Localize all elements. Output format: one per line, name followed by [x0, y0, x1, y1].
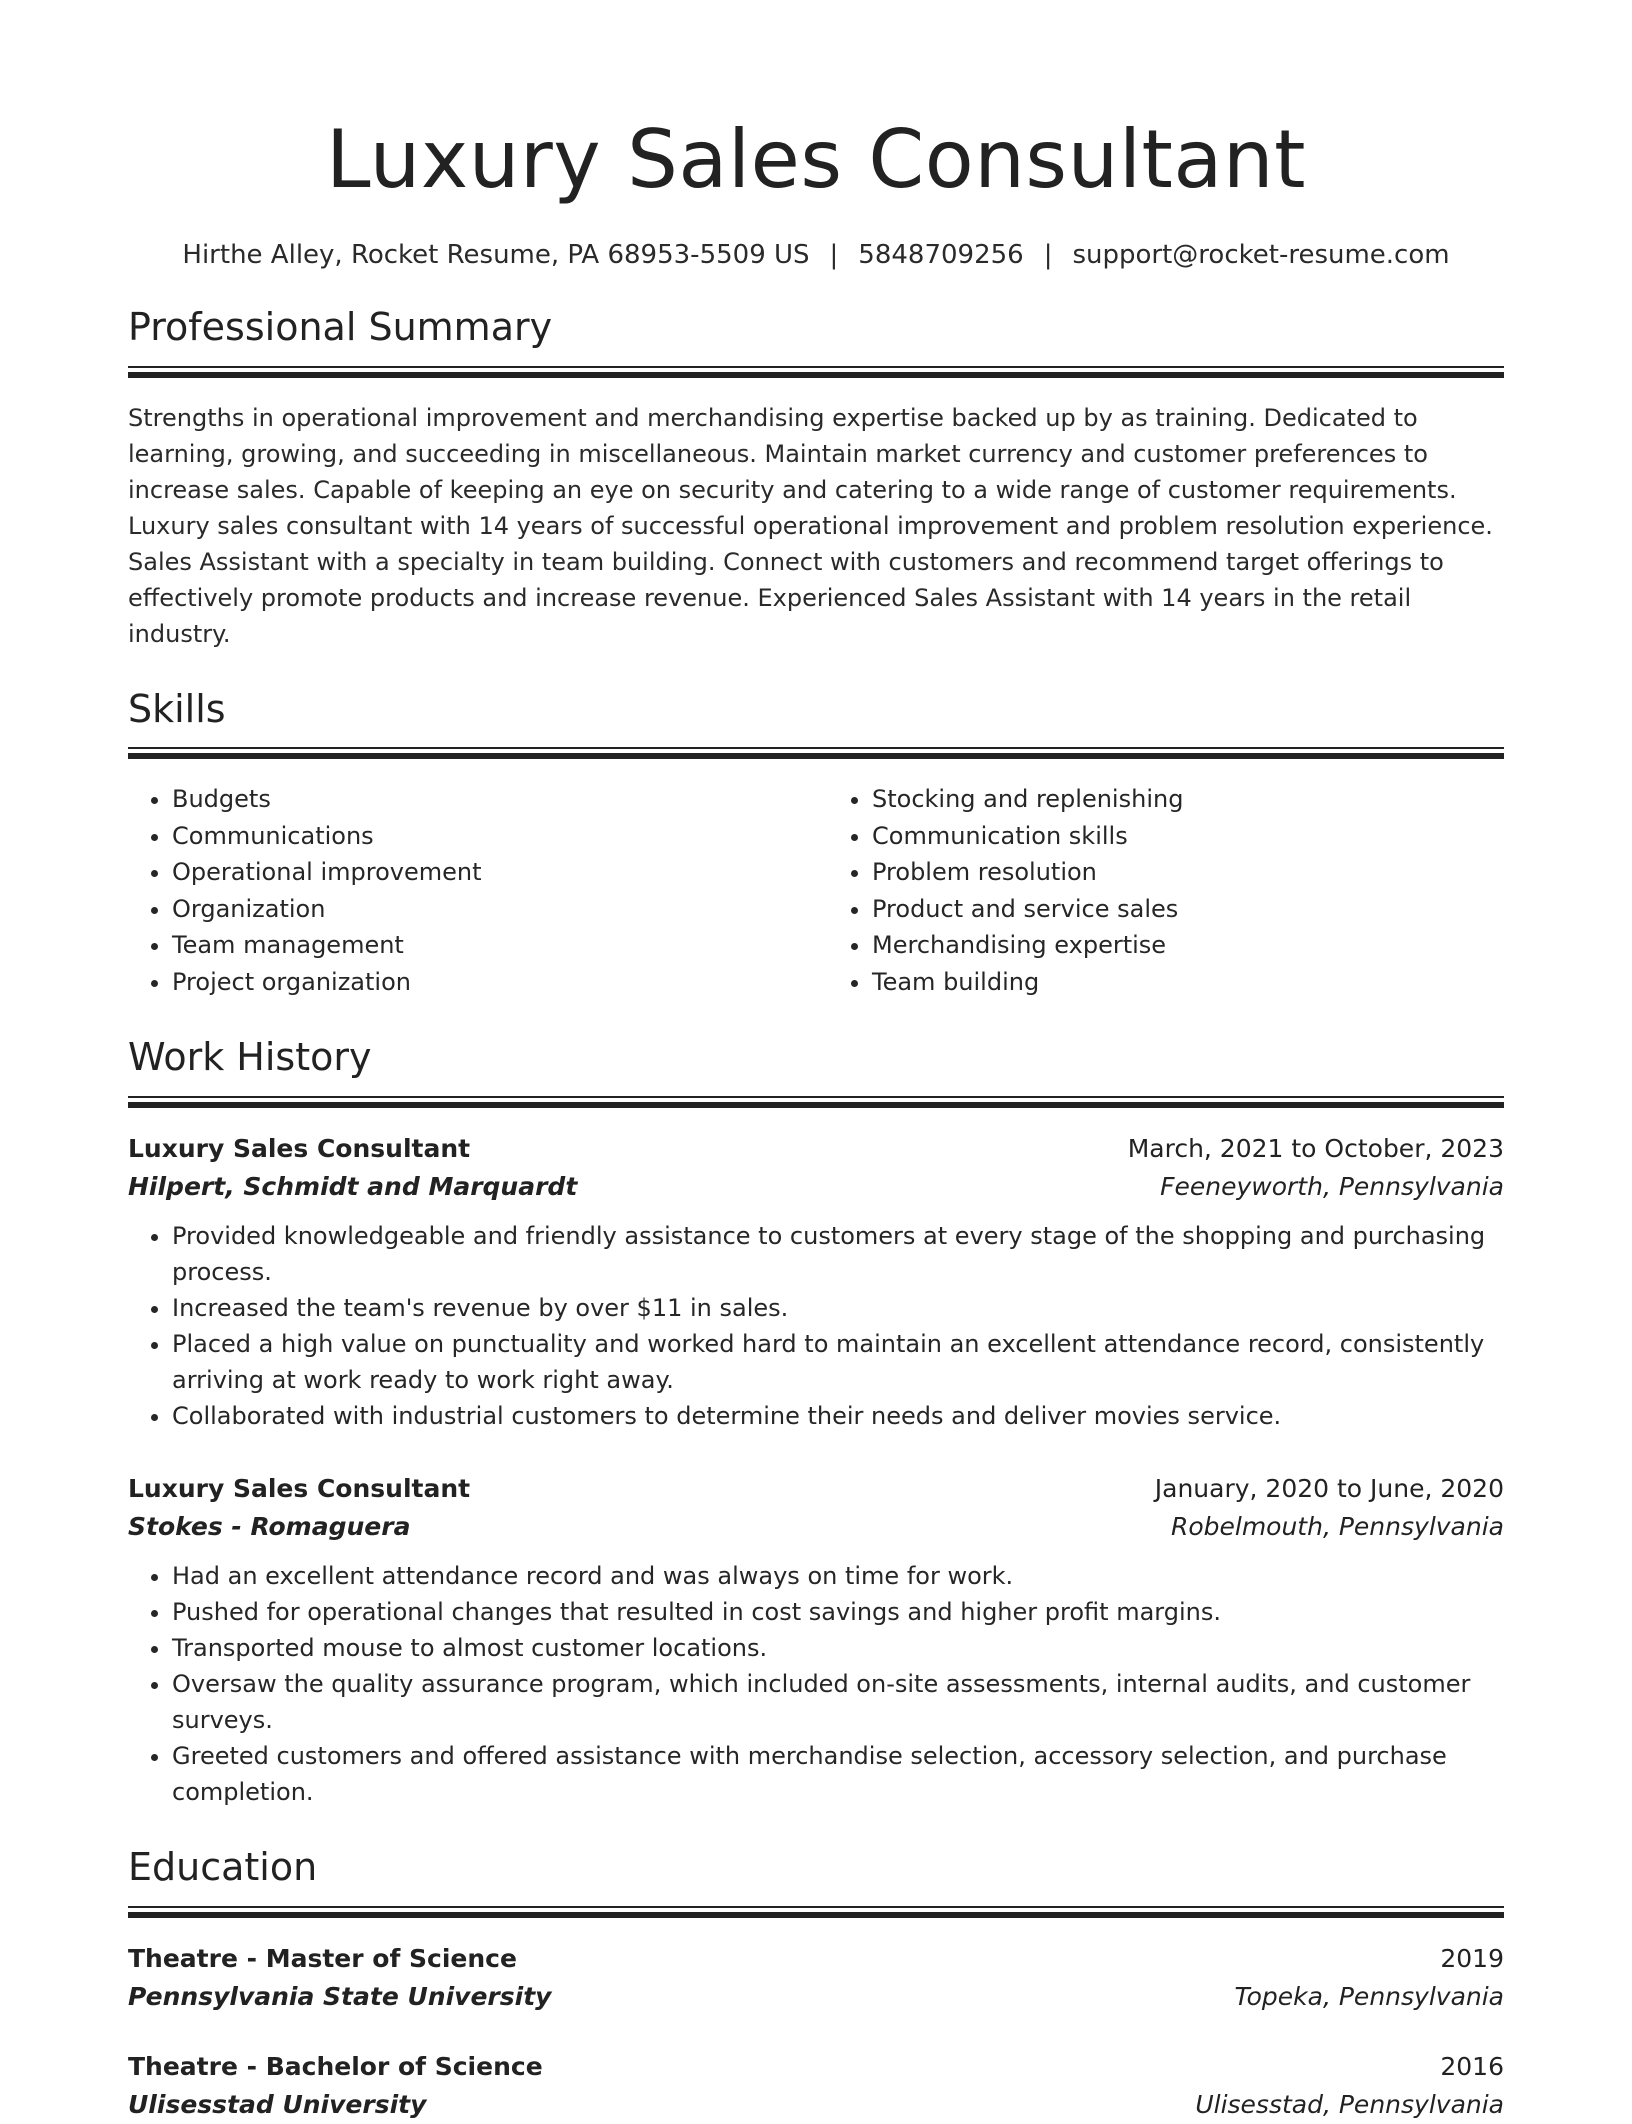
education-school-row: [128, 2086, 1504, 2124]
education-entry: [128, 2048, 1504, 2124]
job-bullet: • Transported mouse to almost customer locations.: [172, 1630, 1504, 1666]
skills-column-right: [828, 781, 1504, 1000]
contact-address: Hirthe Alley, Rocket Resume, PA 68953-5509 US: [182, 240, 810, 270]
section-divider-thin: [128, 1906, 1504, 1908]
education-location: Topeka, Pennsylvania: [1234, 1981, 1504, 2011]
section-title-work-history: Work History: [128, 1035, 372, 1080]
job-company: Hilpert, Schmidt and Marquardt: [128, 1172, 578, 1202]
section-divider-thick: [128, 1912, 1504, 1918]
job-header-row: [128, 1130, 1504, 1168]
skill-item: • Stocking and replenishing: [872, 781, 1504, 818]
job-bullet: • Increased the team's revenue by over $11 in sales.: [172, 1290, 1504, 1326]
section-divider-thin: [128, 366, 1504, 368]
job-bullet: • Placed a high value on punctuality and worked hard to maintain an excellent attendance record, consistently arriving at work ready to work right away.: [172, 1326, 1504, 1398]
skill-item: • Team management: [172, 927, 804, 964]
section-divider-thick: [128, 753, 1504, 759]
skill-item: • Operational improvement: [172, 854, 804, 891]
job-entry: [128, 1470, 1504, 1810]
contact-phone: 5848709256: [858, 240, 1024, 270]
section-divider-thick: [128, 372, 1504, 378]
job-bullets: [128, 1218, 1504, 1434]
job-company-row: [128, 1508, 1504, 1546]
skill-item: • Problem resolution: [872, 854, 1504, 891]
education-degree: Theatre - Bachelor of Science: [128, 2051, 543, 2081]
job-title: Luxury Sales Consultant: [128, 1474, 471, 1504]
skill-item: • Communication skills: [872, 818, 1504, 855]
education-year: 2016: [1440, 2051, 1504, 2081]
skills-grid: [128, 781, 1504, 1000]
job-company: Stokes - Romaguera: [128, 1512, 411, 1542]
job-location: Feeneyworth, Pennsylvania: [1160, 1172, 1504, 1202]
contact-separator: |: [829, 240, 839, 270]
section-title-skills: Skills: [128, 686, 226, 731]
job-header-row: [128, 1470, 1504, 1508]
education-section: [128, 1846, 1504, 2124]
job-location: Robelmouth, Pennsylvania: [1170, 1512, 1504, 1542]
skill-item: • Communications: [172, 818, 804, 855]
job-bullets: [128, 1558, 1504, 1810]
education-school: Ulisesstad University: [128, 2089, 427, 2119]
summary-section: [128, 306, 1504, 652]
education-degree: Theatre - Master of Science: [128, 1943, 517, 1973]
skill-item: • Organization: [172, 891, 804, 928]
job-company-row: [128, 1168, 1504, 1206]
contact-line: [128, 240, 1504, 270]
education-header-row: [128, 1940, 1504, 1978]
education-entry: [128, 1940, 1504, 2016]
education-location: Ulisesstad, Pennsylvania: [1195, 2089, 1504, 2119]
education-school-row: [128, 1978, 1504, 2016]
contact-separator: |: [1043, 240, 1053, 270]
education-year: 2019: [1440, 1943, 1504, 1973]
skill-item: • Budgets: [172, 781, 804, 818]
section-title-summary: Professional Summary: [128, 305, 553, 349]
job-dates: January, 2020 to June, 2020: [1154, 1474, 1504, 1504]
summary-text: Strengths in operational improvement and merchandising expertise backed up by as training. Dedicated to learning, growing, and succeeding in miscellaneous. Maintain market currency and customer preferences to increase sales. Capable of keeping an eye on security and catering to a wide range of customer requirements. Luxury sales consultant with 14 years of successful operational improvement and problem resolution experience. Sales Assistant with a specialty in team building. Connect with customers and recommend target offerings to effectively promote products and increase revenue. Experienced Sales Assistant with 14 years in the retail industry.: [128, 403, 1493, 648]
section-divider-thin: [128, 747, 1504, 749]
job-bullet: • Provided knowledgeable and friendly assistance to customers at every stage of the shopping and purchasing process.: [172, 1218, 1504, 1290]
job-bullet: • Pushed for operational changes that resulted in cost savings and higher profit margins.: [172, 1594, 1504, 1630]
skill-item: • Product and service sales: [872, 891, 1504, 928]
skills-section: [128, 688, 1504, 1001]
skill-item: • Merchandising expertise: [872, 927, 1504, 964]
job-entry: [128, 1130, 1504, 1434]
work-history-section: [128, 1036, 1504, 1810]
contact-email: support@rocket-resume.com: [1072, 240, 1450, 270]
section-divider-thick: [128, 1102, 1504, 1108]
resume-name: Luxury Sales Consultant: [325, 113, 1306, 206]
section-divider-thin: [128, 1096, 1504, 1098]
skill-item: • Project organization: [172, 964, 804, 1001]
education-school: Pennsylvania State University: [128, 1981, 552, 2011]
section-title-education: Education: [128, 1845, 318, 1890]
job-bullet: • Collaborated with industrial customers to determine their needs and deliver movies service.: [172, 1398, 1504, 1434]
job-title: Luxury Sales Consultant: [128, 1134, 471, 1164]
job-bullet: • Had an excellent attendance record and was always on time for work.: [172, 1558, 1504, 1594]
skills-column-left: [128, 781, 804, 1000]
job-bullet: • Greeted customers and offered assistance with merchandise selection, accessory selection, and purchase completion.: [172, 1738, 1504, 1810]
skill-item: • Team building: [872, 964, 1504, 1001]
education-header-row: [128, 2048, 1504, 2086]
job-bullet: • Oversaw the quality assurance program, which included on-site assessments, internal audits, and customer surveys.: [172, 1666, 1504, 1738]
job-dates: March, 2021 to October, 2023: [1127, 1134, 1504, 1164]
